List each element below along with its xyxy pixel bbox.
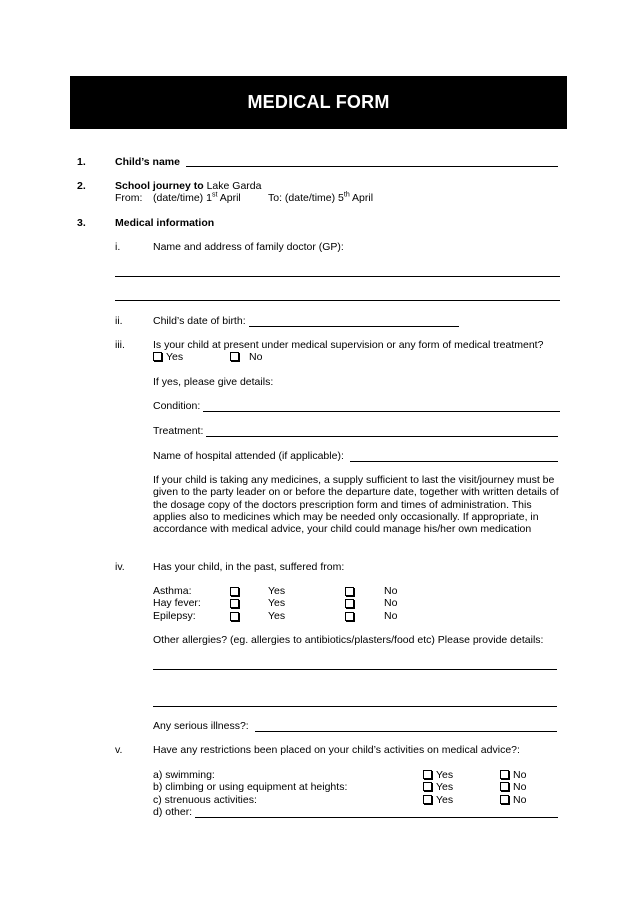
medical-information-heading: Medical information bbox=[115, 217, 215, 229]
hay-fever-yes-label: Yes bbox=[268, 597, 286, 609]
checkbox-icon bbox=[423, 770, 432, 779]
to-sup: th bbox=[343, 191, 350, 199]
supervision-yes[interactable] bbox=[153, 351, 183, 363]
other-label: d) other: bbox=[153, 806, 193, 818]
treatment-field[interactable] bbox=[206, 436, 558, 437]
details-prompt: If yes, please give details: bbox=[153, 376, 274, 388]
epilepsy-label: Epilepsy: bbox=[153, 610, 196, 622]
swimming-label: a) swimming: bbox=[153, 769, 215, 781]
restrictions-question: Have any restrictions been placed on your child’s activities on medical advice?: bbox=[153, 744, 520, 756]
item-iv-number: iv. bbox=[115, 561, 125, 573]
from-month: April bbox=[217, 192, 241, 204]
section-2-number: 2. bbox=[77, 180, 86, 192]
to-date: To: (date/time) 5 bbox=[268, 192, 344, 204]
to-month: April bbox=[349, 192, 374, 204]
school-journey-line bbox=[115, 180, 261, 192]
hay-fever-yes-checkbox[interactable] bbox=[230, 599, 239, 608]
hospital-field[interactable] bbox=[350, 461, 558, 462]
strenuous-label: c) strenuous activities: bbox=[153, 794, 257, 806]
checkbox-icon bbox=[500, 795, 509, 804]
epilepsy-no-label: No bbox=[384, 610, 398, 622]
item-iii-number: iii. bbox=[115, 339, 125, 351]
checkbox-icon bbox=[230, 352, 239, 361]
epilepsy-no-checkbox[interactable] bbox=[345, 612, 354, 621]
yes-label: Yes bbox=[436, 769, 454, 781]
climbing-label: b) climbing or using equipment at heights: bbox=[153, 781, 348, 793]
checkbox-icon bbox=[423, 782, 432, 791]
serious-illness-label: Any serious illness?: bbox=[153, 720, 249, 732]
dob-field[interactable] bbox=[249, 326, 459, 327]
no-label: No bbox=[249, 351, 263, 363]
strenuous-yes[interactable] bbox=[423, 794, 453, 806]
medicine-note: If your child is taking any medicines, a supply sufficient to last the visit/journey must be given to the party leader on or before the departure date, together with written details of the dosage copy of the doctors prescription form and times of administration. This applies also to medicines which may be needed only occasionally. If appropriate, in accordance with medical advice, your child could manage his/her own medication bbox=[153, 474, 559, 536]
item-i-number: i. bbox=[115, 241, 121, 253]
destination: Lake Garda bbox=[206, 180, 262, 192]
hay-fever-label: Hay fever: bbox=[153, 597, 201, 609]
from-sup: st bbox=[211, 191, 218, 199]
hay-fever-no-checkbox[interactable] bbox=[345, 599, 354, 608]
gp-field-line-2[interactable] bbox=[115, 300, 560, 301]
condition-field[interactable] bbox=[203, 411, 560, 412]
to-value bbox=[268, 192, 373, 204]
asthma-yes-label: Yes bbox=[268, 585, 286, 597]
asthma-label: Asthma: bbox=[153, 585, 192, 597]
allergies-field-line-2[interactable] bbox=[153, 706, 557, 707]
swimming-yes[interactable] bbox=[423, 769, 453, 781]
childs-name-field[interactable] bbox=[186, 166, 558, 167]
item-ii-number: ii. bbox=[115, 315, 123, 327]
title-banner bbox=[70, 76, 567, 129]
childs-name-label: Child’s name bbox=[115, 156, 180, 168]
item-v-number: v. bbox=[115, 744, 123, 756]
supervision-question: Is your child at present under medical supervision or any form of medical treatment? bbox=[153, 339, 544, 351]
checkbox-icon bbox=[500, 782, 509, 791]
strenuous-no[interactable] bbox=[500, 794, 526, 806]
checkbox-icon bbox=[423, 795, 432, 804]
asthma-yes-checkbox[interactable] bbox=[230, 587, 239, 596]
asthma-no-label: No bbox=[384, 585, 398, 597]
no-label: No bbox=[513, 769, 527, 781]
gp-field-line-1[interactable] bbox=[115, 276, 560, 277]
yes-label: Yes bbox=[436, 794, 454, 806]
no-label: No bbox=[513, 781, 527, 793]
epilepsy-yes-label: Yes bbox=[268, 610, 286, 622]
from-label: From: bbox=[115, 192, 143, 204]
climbing-no[interactable] bbox=[500, 781, 526, 793]
condition-label: Condition: bbox=[153, 400, 201, 412]
treatment-label: Treatment: bbox=[153, 425, 204, 437]
yes-label: Yes bbox=[436, 781, 454, 793]
asthma-no-checkbox[interactable] bbox=[345, 587, 354, 596]
from-date: (date/time) 1 bbox=[153, 192, 212, 204]
checkbox-icon bbox=[153, 352, 162, 361]
climbing-yes[interactable] bbox=[423, 781, 453, 793]
supervision-no[interactable] bbox=[230, 351, 262, 363]
past-conditions-question: Has your child, in the past, suffered from: bbox=[153, 561, 345, 573]
no-label: No bbox=[513, 794, 527, 806]
checkbox-icon bbox=[500, 770, 509, 779]
yes-label: Yes bbox=[166, 351, 184, 363]
allergies-label: Other allergies? (eg. allergies to antibiotics/plasters/food etc) Please provide details: bbox=[153, 634, 544, 646]
hay-fever-no-label: No bbox=[384, 597, 398, 609]
section-1-number: 1. bbox=[77, 156, 86, 168]
page-title: MEDICAL FORM bbox=[247, 92, 390, 112]
allergies-field-line-1[interactable] bbox=[153, 669, 557, 670]
gp-label: Name and address of family doctor (GP): bbox=[153, 241, 344, 253]
epilepsy-yes-checkbox[interactable] bbox=[230, 612, 239, 621]
from-value bbox=[153, 192, 241, 204]
hospital-label: Name of hospital attended (if applicable): bbox=[153, 450, 344, 462]
dob-label: Child’s date of birth: bbox=[153, 315, 246, 327]
school-journey-label: School journey to bbox=[115, 180, 204, 192]
section-3-number: 3. bbox=[77, 217, 86, 229]
serious-illness-field[interactable] bbox=[255, 731, 557, 732]
other-field[interactable] bbox=[195, 817, 558, 818]
swimming-no[interactable] bbox=[500, 769, 526, 781]
